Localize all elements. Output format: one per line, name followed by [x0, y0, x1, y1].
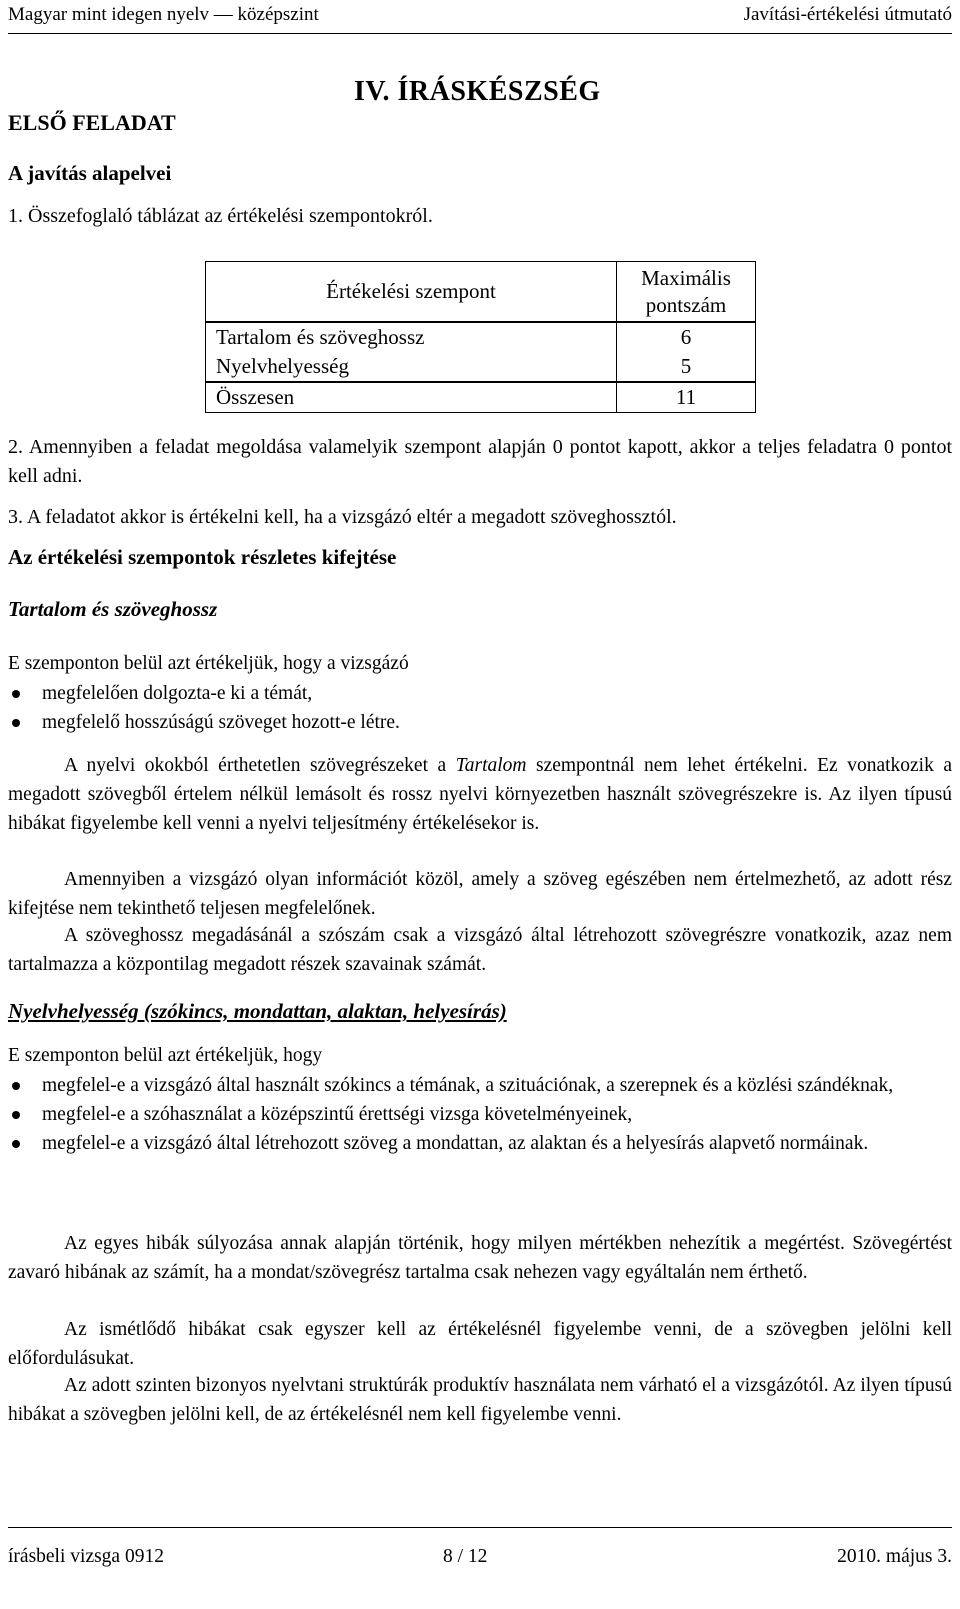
- item-2: [8, 433, 952, 491]
- content-intro: E szemponton belül azt értékeljük, hogy a vizsgázó: [8, 653, 409, 674]
- item-3: 3. A feladatot akkor is értékelni kell, ha a vizsgázó eltér a megadott szöveghossztól.: [8, 506, 677, 528]
- footer-right: 2010. május 3.: [837, 1546, 952, 1567]
- content-paragraph-3: A szöveghossz megadásánál a szószám csak a vizsgázó által létrehozott szövegrészre vonatkozik, azaz nem tartalmazza a központilag megadott részek szavainak számát.: [8, 925, 952, 975]
- bullet-icon: [12, 690, 20, 698]
- list-item: megfelel-e a vizsgázó által létrehozott szöveg a mondattan, az alaktan és a helyesírás alapvető normáinak.: [8, 1129, 952, 1158]
- content-paragraph-2: Amennyiben a vizsgázó olyan információt közöl, amely a szöveg egészében nem értelmezhető, az adott rész kifejtése nem tekinthető teljesen megfelelőnek.: [8, 869, 952, 919]
- table-total-row: [206, 382, 756, 413]
- principles-heading: A javítás alapelvei: [8, 161, 172, 185]
- table-row: [206, 322, 756, 352]
- details-heading: Az értékelési szempontok részletes kifejtése: [8, 545, 397, 569]
- points-cell: 11: [617, 382, 756, 413]
- points-cell: 5: [617, 352, 756, 382]
- bullet-icon: [12, 1140, 20, 1148]
- content-bullet-list: [8, 679, 952, 737]
- footer-rule: [8, 1527, 952, 1528]
- accuracy-bullet-list: [8, 1071, 952, 1158]
- section-title: IV. ÍRÁSKÉSZSÉG: [354, 76, 601, 107]
- footer-page-number: 8 / 12: [443, 1546, 488, 1567]
- accuracy-paragraph-1: Az egyes hibák súlyozása annak alapján történik, hogy milyen mértékben nehezítik a megértést. Szövegértést zavaró hibának az számít, ha a mondat/szövegrész tartalma csak nehezen vagy egyáltalán nem érthető.: [8, 1233, 952, 1283]
- scoring-summary-table: [205, 261, 756, 413]
- criterion-cell: Összesen: [206, 382, 617, 413]
- bullet-icon: [12, 719, 20, 727]
- footer-left: írásbeli vizsga 0912: [8, 1546, 164, 1567]
- tartalom-italic: Tartalom: [455, 755, 527, 776]
- list-item: megfelelően dolgozta-e ki a témát,: [8, 679, 952, 708]
- header-left: Magyar mint idegen nyelv — középszint: [8, 4, 319, 25]
- table-row: [206, 352, 756, 382]
- accuracy-heading: Nyelvhelyesség (szókincs, mondattan, alaktan, helyesírás): [8, 999, 507, 1023]
- content-heading: Tartalom és szöveghossz: [8, 597, 218, 621]
- list-item: megfelel-e a szóhasználat a középszintű érettségi vizsga követelményeinek,: [8, 1100, 952, 1129]
- accuracy-paragraph-3: Az adott szinten bizonyos nyelvtani struktúrák produktív használata nem várható el a vizsgázótól. Az ilyen típusú hibákat a szövegben jelölni kell, de az értékelésnél nem kell figyelembe venni.: [8, 1375, 952, 1425]
- accuracy-intro: E szemponton belül azt értékeljük, hogy: [8, 1045, 323, 1066]
- content-paragraph-1: A nyelvi okokból érthetetlen szövegrészeket a Tartalom szempontnál nem lehet értékelni. Ez vonatkozik a megadott szövegből értelem nélkül lemásolt és rossz nyelvi környezetben használt szövegrészekre is. Az ilyen típusú hibákat figyelembe kell venni a nyelvi teljesítmény értékelésekor is.: [8, 755, 953, 834]
- item-2-text: 2. Amennyiben a feladat megoldása valamelyik szempont alapján 0 pontot kapott, akkor a teljes feladatra 0 pontot kell adni.: [8, 436, 952, 487]
- column-header-max-points: Maximális pontszám: [617, 262, 756, 323]
- column-header-criterion: Értékelési szempont: [206, 262, 617, 323]
- header-right: Javítási-értékelési útmutató: [743, 4, 952, 25]
- list-item: megfelelő hosszúságú szöveget hozott-e létre.: [8, 708, 952, 737]
- item-1: 1. Összefoglaló táblázat az értékelési szempontokról.: [8, 205, 433, 227]
- header-rule: [8, 33, 952, 34]
- bullet-icon: [12, 1111, 20, 1119]
- accuracy-paragraph-2: Az ismétlődő hibákat csak egyszer kell az értékelésnél figyelembe venni, de a szövegben jelölni kell előfordulásukat.: [8, 1319, 952, 1369]
- list-item: megfelel-e a vizsgázó által használt szókincs a témának, a szituációnak, a szerepnek és a közlési szándéknak,: [8, 1071, 952, 1100]
- table-header-row: [206, 262, 756, 323]
- points-cell: 6: [617, 322, 756, 352]
- task-title: ELSŐ FELADAT: [8, 110, 176, 135]
- bullet-icon: [12, 1082, 20, 1090]
- criterion-cell: Nyelvhelyesség: [206, 352, 617, 382]
- criterion-cell: Tartalom és szöveghossz: [206, 322, 617, 352]
